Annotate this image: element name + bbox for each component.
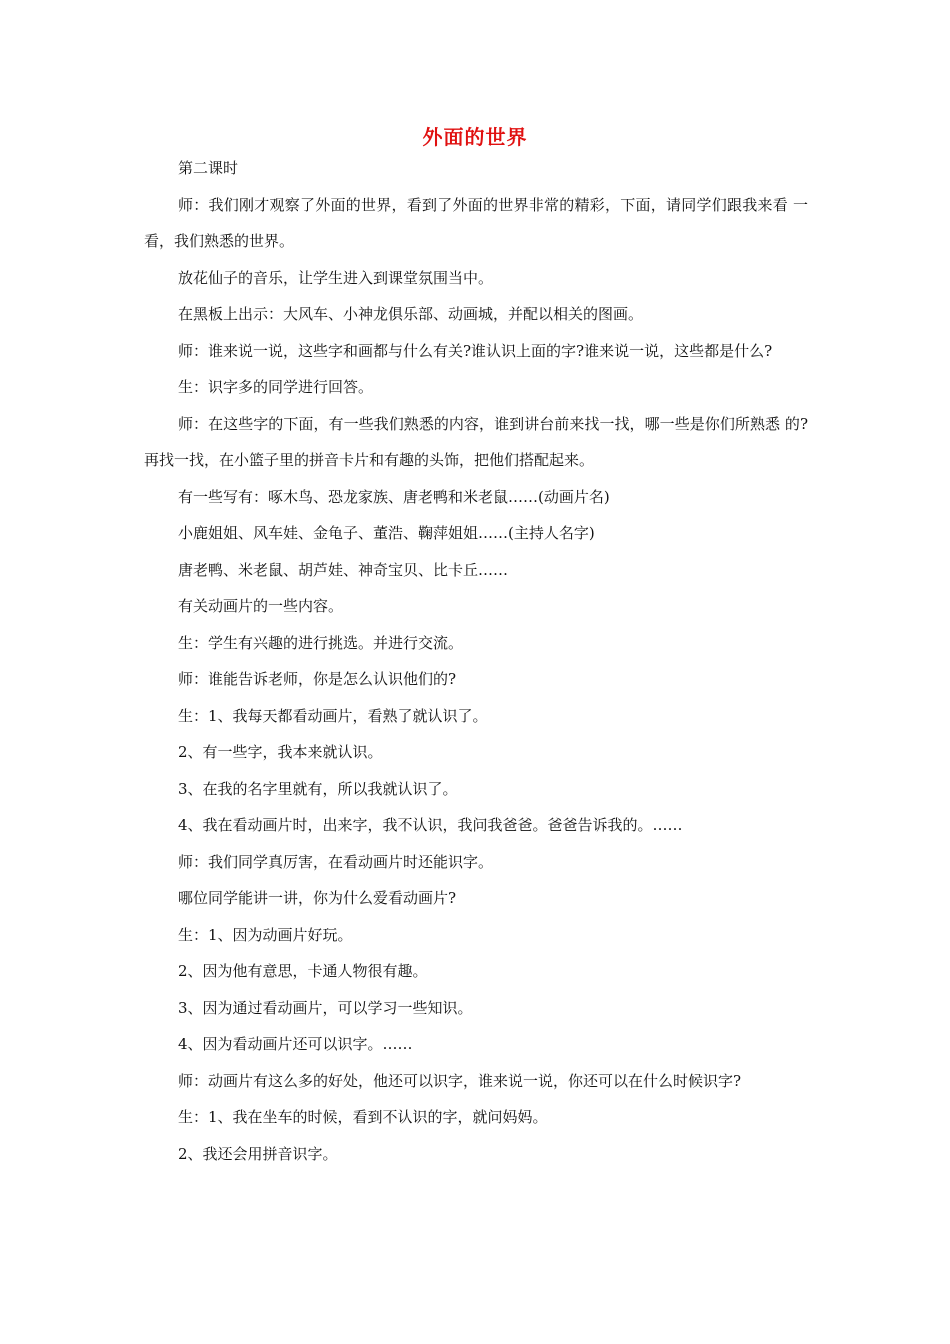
document-body [144,150,808,1172]
page-title: 外面的世界 [422,125,528,149]
paragraph: 在黑板上出示：大风车、小神龙俱乐部、动画城，并配以相关的图画。 [178,305,644,323]
paragraph: 生：学生有兴趣的进行挑选。并进行交流。 [178,633,464,652]
paragraph: 师：在这些字的下面，有一些我们熟悉的内容，谁到讲台前来找一找，哪一些是你们所熟悉 的?再找一找，在小篮子里的拼音卡片和有趣的头饰，把他们搭配起来。 [144,414,808,469]
paragraph: 放花仙子的音乐，让学生进入到课堂氛围当中。 [178,268,494,287]
paragraph: 唐老鸭、米老鼠、胡芦娃、神奇宝贝、比卡丘…… [178,560,509,579]
paragraph: 哪位同学能讲一讲，你为什么爱看动画片? [178,889,457,907]
paragraph: 3、因为通过看动画片，可以学习一些知识。 [178,998,473,1017]
paragraph: 4、因为看动画片还可以识字。…… [178,1035,413,1053]
paragraph: 生：1、我在坐车的时候，看到不认识的字，就问妈妈。 [178,1108,548,1126]
paragraph: 师：我们同学真厉害，在看动画片时还能识字。 [178,852,494,871]
paragraph: 师：我们刚才观察了外面的世界，看到了外面的世界非常的精彩，下面，请同学们跟我来看 一看，我们熟悉的世界。 [144,195,808,250]
paragraph: 3、在我的名字里就有，所以我就认识了。 [178,779,458,798]
paragraph: 小鹿姐姐、风车娃、金龟子、董浩、鞠萍姐姐……(主持人名字) [178,524,595,542]
paragraph: 生：1、我每天都看动画片，看熟了就认识了。 [178,706,488,725]
paragraph: 2、因为他有意思，卡通人物很有趣。 [178,962,428,980]
paragraph: 有关动画片的一些内容。 [178,597,344,615]
paragraph: 师：谁来说一说，这些字和画都与什么有关?谁认识上面的字?谁来说一说，这些都是什么? [178,341,773,360]
paragraph: 4、我在看动画片时，出来字，我不认识，我问我爸爸。爸爸告诉我的。…… [178,816,683,834]
paragraph: 2、有一些字，我本来就认识。 [178,743,383,761]
paragraph: 师：动画片有这么多的好处，他还可以识字，谁来说一说，你还可以在什么时候识字? [178,1071,742,1090]
paragraph: 生：1、因为动画片好玩。 [178,925,353,944]
paragraph: 师：谁能告诉老师，你是怎么认识他们的? [178,670,457,688]
paragraph: 有一些写有：啄木鸟、恐龙家族、唐老鸭和米老鼠……(动画片名) [178,487,610,506]
paragraph: 第二课时 [178,159,239,177]
paragraph: 生：识字多的同学进行回答。 [178,378,374,396]
paragraph: 2、我还会用拼音识字。 [178,1144,338,1163]
